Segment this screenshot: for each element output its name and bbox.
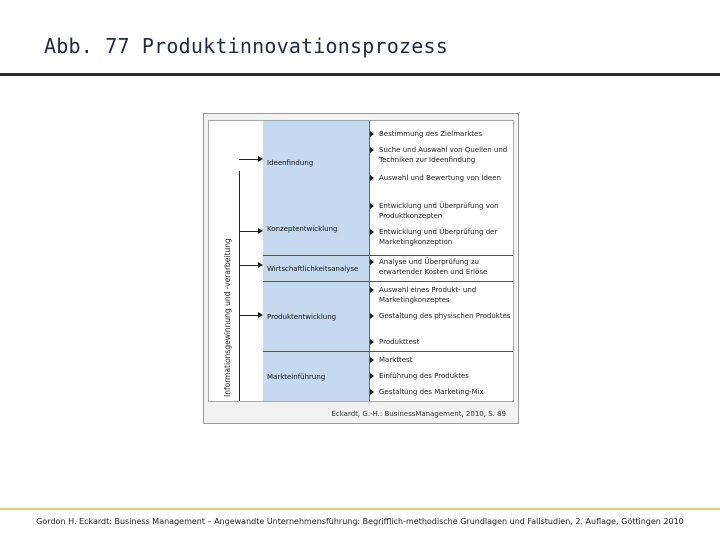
title-divider bbox=[0, 73, 720, 76]
step-item: Gestaltung des Marketing-Mix bbox=[379, 387, 511, 397]
footer-divider bbox=[0, 508, 720, 510]
arrow-icon bbox=[239, 315, 259, 316]
step-item: Markttest bbox=[379, 355, 511, 365]
step-item: Analyse und Überprüfung zu erwartender Kosten und Erlöse bbox=[379, 257, 511, 277]
phase-wirtschaftlichkeitsanalyse: Wirtschaftlichkeitsanalyse bbox=[267, 265, 359, 273]
arrow-icon bbox=[239, 231, 259, 232]
step-item: Gestaltung des physischen Produktes bbox=[379, 312, 511, 320]
step-item: Auswahl eines Produkt- und Marketingkonzeptes bbox=[379, 285, 511, 305]
step-item: Entwicklung und Überprüfung von Produktkonzepten bbox=[379, 201, 511, 221]
phase-produktentwicklung: Produktentwicklung bbox=[267, 313, 337, 321]
information-axis-label: Informationsgewinnung und -verarbeitung bbox=[223, 238, 232, 397]
step-item: Produkttest bbox=[379, 337, 511, 347]
information-flow-line bbox=[239, 171, 240, 401]
diagram-source: Eckardt, G.-H.: BusinessManagement, 2010, S. 89 bbox=[331, 410, 506, 418]
step-item: Einführung des Produktes bbox=[379, 371, 511, 381]
footer-citation: Gordon H. Eckardt: Business Management – Angewandte Unternehmensführung: Begrifflich-methodische Grundlagen und Fallstudien, 2. Auflage, Göttingen 2010 bbox=[36, 517, 684, 526]
phase-separator bbox=[263, 351, 513, 352]
diagram-panel bbox=[208, 120, 514, 402]
step-item: Entwicklung und Überprüfung der Marketingkonzeption bbox=[379, 227, 511, 247]
phase-konzeptentwicklung: Konzeptentwicklung bbox=[267, 225, 338, 233]
step-item: Suche und Auswahl von Quellen und Techniken zur Ideenfindung bbox=[379, 145, 511, 165]
phase-separator bbox=[263, 255, 513, 256]
phase-separator bbox=[263, 281, 513, 282]
phase-ideenfindung: Ideenfindung bbox=[267, 159, 314, 167]
process-diagram bbox=[203, 113, 519, 424]
phase-markteinfuehrung: Markteinführung bbox=[267, 373, 326, 381]
arrow-icon bbox=[239, 265, 259, 266]
slide-title: Abb. 77 Produktinnovationsprozess bbox=[44, 34, 448, 58]
step-item: Auswahl und Bewertung von Ideen bbox=[379, 173, 511, 183]
step-item: Bestimmung des Zielmarktes bbox=[379, 129, 511, 139]
arrow-icon bbox=[239, 159, 259, 160]
